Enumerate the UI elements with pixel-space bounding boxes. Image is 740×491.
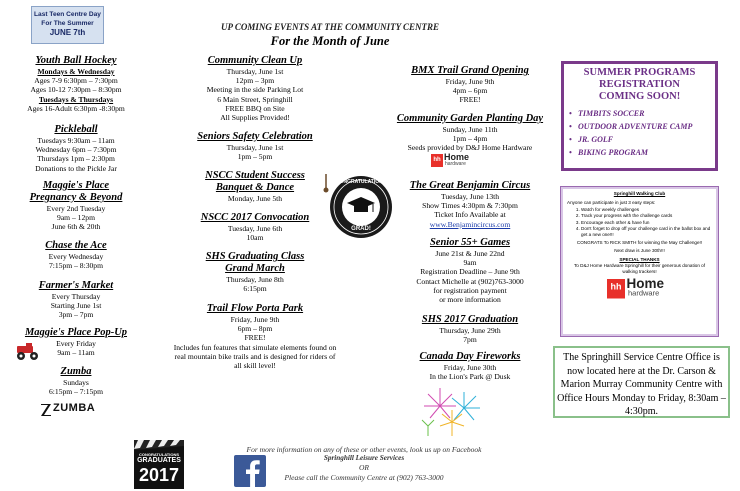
event-line: 7:15pm – 8:30pm [48,261,103,271]
walking-next-draw: Next draw is June 30th!!! [614,248,665,254]
fireworks-icon [418,382,488,438]
banner-line1: Last Teen Centre Day [34,11,101,18]
event-title: Chase the Ace [45,240,107,251]
event-line: FREE BBQ on Site [225,103,285,113]
event-title: BMX Trail Grand Opening [411,65,529,76]
event-farmers-market [6,280,146,320]
tractor-icon [14,343,42,361]
event-title: SHS Graduating Class [205,251,305,262]
event-line: 6 Main Street, Springhill [217,94,293,104]
event-line: 1pm – 4pm [452,134,488,144]
event-title: NSCC 2017 Convocation [200,212,310,223]
event-canada-day [385,351,555,381]
summer-program-item: • OUTDOOR ADVENTURE CAMP [578,120,715,133]
event-line: Ages 16-Adult 6:30pm -8:30pm [27,103,125,113]
event-line: Friday, June 9th [445,77,495,86]
home-hardware-sub: hardware [627,289,659,299]
event-line: real mountain bike trails and is designed for riders of [174,351,336,361]
zumba-logo [40,402,98,418]
event-line: 4pm – 6pm [452,86,488,96]
home-hardware-word: Home [444,152,470,162]
event-bmx-trail [385,65,555,105]
event-senior-games [385,237,555,304]
event-line: Thursday, June 29th [439,326,501,335]
footer-line3: OR [359,463,369,473]
teen-centre-banner [31,6,104,44]
event-line: Sunday, June 11th [442,125,498,134]
home-hardware-sub: hardware [445,161,466,167]
event-line: In the Lion's Park @ Dusk [429,372,511,382]
event-title: Canada Day Fireworks [419,351,521,362]
event-line: 3pm – 7pm [58,310,94,320]
event-title: SHS 2017 Graduation [421,314,519,325]
event-title: Pregnancy & Beyond [29,192,123,203]
event-line: June 6th & 20th [51,222,101,232]
event-line: 6:15pm – 7:15pm [48,387,103,397]
walking-club-steps [567,207,712,239]
event-benjamin-circus [385,180,555,229]
badge-bottom-text: GRAD! [351,226,371,232]
event-line: 1pm – 5pm [237,152,273,162]
summer-program-list [564,107,715,159]
event-pickleball [6,124,146,173]
event-line: Friday, June 9th [230,315,280,324]
home-hardware-mark-icon: hh [431,154,443,167]
event-zumba [6,366,146,396]
home-hardware-word: Home [626,275,664,291]
event-title: Senior 55+ Games [429,237,511,248]
event-line: 9am – 12pm [57,213,95,223]
event-line: Includes fun features that simulate elements found on [173,342,337,352]
walking-club-box [560,186,719,337]
event-line: all skill level! [234,361,276,371]
summer-heading-3: COMING SOON! [598,91,681,102]
home-hardware-mark-icon: hh [607,279,625,299]
event-youth-ball-hockey [6,55,146,113]
event-title: NSCC Student Success [205,170,305,181]
event-line: FREE! [244,333,266,343]
event-seniors-safety [170,131,340,161]
footer [224,445,504,482]
event-title: The Great Benjamin Circus [409,180,531,191]
event-line: Starting June 1st [50,301,102,311]
footer-line4: Please call the Community Centre at (902) 763-3000 [284,472,444,482]
walking-step: 2. Track your progress with the challenge cards [581,213,712,219]
walking-congrats: CONGRATS To RICK SMITH for winning the May Challenge!! [576,239,703,245]
event-line: Meeting in the side Parking Lot [206,85,304,95]
event-title: Seniors Safety Celebration [197,131,313,142]
event-chase-the-ace [6,240,146,270]
event-title: Grand March [225,263,285,274]
event-line: June 21st & June 22nd [435,249,505,258]
event-community-garden [378,113,562,153]
event-line: Tuesday, June 13th [440,192,500,201]
event-line: Thursday, June 1st [226,143,284,152]
banner-line3: JUNE 7th [49,28,86,37]
event-line: Mondays & Wednesday [37,67,115,76]
clapboard-line1: CONGRATULATIONS [138,452,180,457]
office-notice: The Springhill Service Centre Office is now located here at the Dr. Carson & Marion Murray Community Centre with Office Hours Monday to Friday, 8:30am – 4:30pm. [553,346,730,418]
footer-line1: For more information on any of these or other events, look us up on Facebook [246,445,482,454]
event-line: 10am [246,233,264,243]
zumba-logo-text: ZUMBA [53,402,96,414]
event-line: or more information [439,295,501,305]
event-line: Friday, June 30th [443,363,497,372]
event-line: FREE! [459,95,481,105]
event-shs-grand-march [170,251,340,293]
walking-step: 3. Encourage each other & have fun [581,220,712,226]
event-line: Ages 10-12 7:30pm – 8:30pm [30,85,122,95]
home-hardware-logo [431,154,475,168]
event-line: 6pm – 8pm [237,324,273,334]
event-line: Ages 7-9 6:30pm – 7:30pm [34,76,118,86]
event-line: Ticket Info Available at [434,210,506,220]
summer-program-item: • BIKING PROGRAM [578,146,715,159]
event-line: Seeds provided by D&J Home Hardware [407,143,533,153]
event-title: Maggie's Place Pop-Up [24,327,128,338]
header-month: For the Month of June [270,34,390,48]
event-title: Zumba [60,366,92,377]
summer-heading-2: REGISTRATION [599,79,680,90]
event-title: Banquet & Dance [215,182,295,193]
summer-heading-1: SUMMER PROGRAMS [583,67,696,78]
summer-program-item: • JR. GOLF [578,133,715,146]
event-shs-graduation [385,314,555,344]
event-line: Every 2nd Tuesday [46,204,106,213]
event-nscc-banquet [170,170,340,203]
banner-line2: For The Summer [41,20,94,27]
event-line: Thursday, June 1st [226,67,284,76]
event-line: Thursdays 1pm – 2:30pm [37,154,115,164]
event-line: for registration payment [433,285,507,295]
event-line: Every Wednesday [48,252,104,261]
event-title: Community Clean Up [207,55,303,66]
event-line: Donations to the Pickle Jar [35,163,117,173]
event-line: 7pm [463,335,477,345]
event-nscc-convocation [170,212,340,242]
walking-home-hardware-logo [567,275,712,299]
event-line: 9am [463,258,477,268]
event-line: Registration Deadline – June 9th [420,267,520,277]
circus-website-link[interactable]: www.Benjamincircus.com [429,219,511,229]
event-line: Every Friday [56,339,96,348]
zumba-mark-icon [40,403,52,417]
walking-club-title: Springhill Walking Club [613,191,666,196]
walking-thanks-text: To D&J Home Hardware Springhill for their generous donation of walking trackers! [574,263,705,275]
event-community-clean-up [170,55,340,122]
graduation-badge [320,168,395,243]
summer-program-item: • TIMBITS SOCCER [578,107,715,120]
event-line: 6:15pm [243,284,267,294]
event-line: Contact Michelle at (902)763-3000 [416,276,524,286]
event-title: Trail Flow Porta Park [206,303,304,314]
event-line: Monday, June 5th [227,194,283,203]
clapboard-line2: GRADUATES [137,457,181,464]
event-title: Community Garden Planting Day [396,113,544,124]
walking-special-thanks: SPECIAL THANKS [619,256,660,262]
header-upcoming: UP COMING EVENTS AT THE COMMUNITY CENTRE [220,22,440,32]
walking-step: 4. Don't forget to drop off your challenge card in the ballot box and get a new one!!! [581,226,712,239]
event-line: 12pm – 3pm [235,76,275,86]
event-maggies-place [6,180,146,232]
event-title: Pickleball [54,124,98,135]
event-title: Youth Ball Hockey [35,55,117,66]
event-line: 9am – 11am [57,348,95,358]
event-line: Tuesdays 9:30am – 11am [37,136,115,145]
event-line: Show Times 4:30pm & 7:30pm [422,201,518,211]
clapboard-line3: 2017 [138,465,180,485]
event-trail-flow [165,303,345,370]
footer-line2: Springhill Leisure Services [323,454,405,463]
event-title: Maggie's Place [42,180,110,191]
event-line: Tuesday, June 6th [227,224,283,233]
event-line: Sundays [63,378,89,387]
event-line: Thursday, June 8th [226,275,284,284]
clapboard-icon [134,440,184,489]
summer-programs-box [561,61,718,171]
walking-club-intro: Anyone can participate in just 3 easy steps: [567,200,656,206]
event-line: All Supplies Provided! [220,113,290,123]
event-line: Every Thursday [51,292,101,301]
event-line: Tuesdays & Thursdays [38,94,114,104]
badge-top-text: CONGRATULATIONS [336,179,387,185]
event-line: Wednesday 6pm – 7:30pm [35,145,117,155]
walking-step: 1. Watch for weekly challenges [581,207,712,213]
event-title: Farmer's Market [38,280,114,291]
